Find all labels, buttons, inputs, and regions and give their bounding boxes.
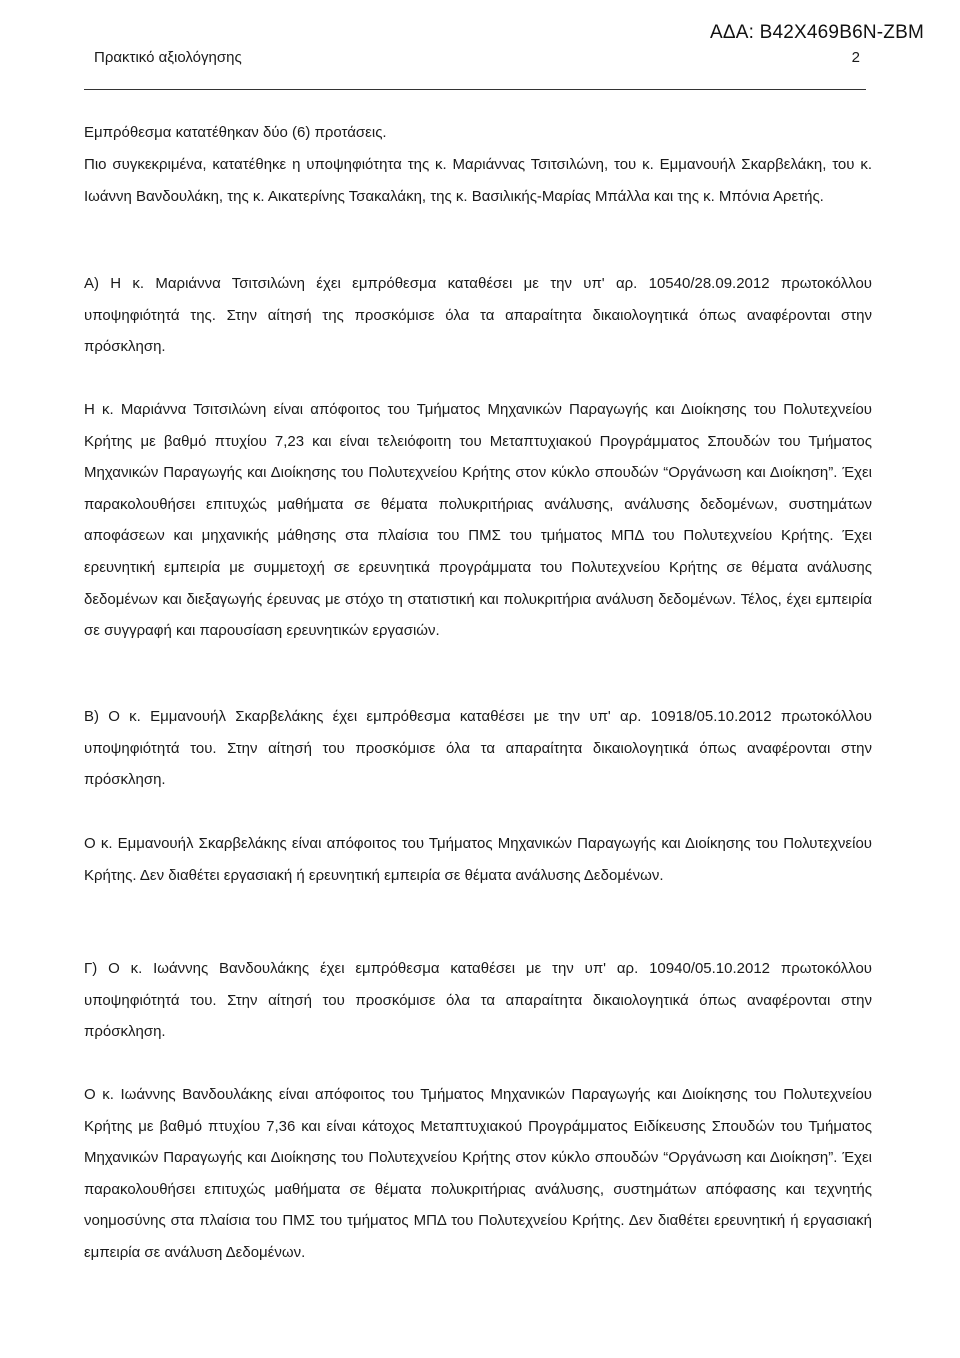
document-title: Πρακτικό αξιολόγησης (94, 49, 242, 66)
page-header (84, 49, 866, 90)
paragraph-candidate-a-application: Α) Η κ. Μαριάννα Τσιτσιλώνη έχει εμπρόθεσμα καταθέσει με την υπ' αρ. 10540/28.09.2012 πρωτοκόλλου υποψηφιότητά της. Στην αίτησή της προσκόμισε όλα τα απαραίτητα δικαιολογητικά όπως αναφέρονται στην πρόσκληση. (84, 275, 872, 356)
paragraph-candidate-a-profile: Η κ. Μαριάννα Τσιτσιλώνη είναι απόφοιτος του Τμήματος Μηχανικών Παραγωγής και Διοίκησης του Πολυτεχνείου Κρήτης με βαθμό πτυχίου 7,23 και είναι τελειόφοιτη του Μεταπτυχιακού Προγράμματος Σπουδών του Τμήματος Μηχανικών Παραγωγής και Διοίκησης του Πολυτεχνείου Κρήτης στον κύκλο σπουδών “Οργάνωση και Διοίκηση”. Έχει παρακολουθήσει επιτυχώς μαθήματα σε θέματα πολυκριτήριας ανάλυσης, ανάλυσης δεδομένων, συστημάτων αποφάσεων και μηχανικής μάθησης στα πλαίσια του ΠΜΣ του τμήματος ΜΠΔ του Πολυτεχνείου Κρήτης. Έχει ερευνητική εμπειρία με συμμετοχή σε ερευνητικά προγράμματα του Πολυτεχνείου Κρήτης σε θέματα ανάλυσης δεδομένων και διεξαγωγής έρευνας με στόχο τη στατιστική και πολυκριτήρια ανάλυση δεδομένων. Τέλος, έχει εμπειρία σε συγγραφή και παρουσίαση ερευνητικών εργασιών. (84, 401, 872, 640)
paragraph-candidate-b-profile: Ο κ. Εμμανουήλ Σκαρβελάκης είναι απόφοιτος του Τμήματος Μηχανικών Παραγωγής και Διοίκησης του Πολυτεχνείου Κρήτης. Δεν διαθέτει εργασιακή ή ερευνητική εμπειρία σε θέματα ανάλυσης Δεδομένων. (84, 835, 872, 884)
paragraph-candidate-c-profile: Ο κ. Ιωάννης Βανδουλάκης είναι απόφοιτος του Τμήματος Μηχανικών Παραγωγής και Διοίκησης του Πολυτεχνείου Κρήτης με βαθμό πτυχίου 7,36 και είναι κάτοχος Μεταπτυχιακού Προγράμματος Ειδίκευσης Σπουδών του Τμήματος Μηχανικών Παραγωγής και Διοίκησης του Πολυτεχνείου Κρήτης στον κύκλο σπουδών “Οργάνωση και Διοίκηση”. Έχει παρακολουθήσει επιτυχώς μαθήματα σε θέματα πολυκριτήριας ανάλυσης, συστημάτων απόφασης και τεχνητής νοημοσύνης στα πλαίσια του ΠΜΣ του τμήματος ΜΠΔ του Πολυτεχνείου Κρήτης. Δεν διαθέτει ερευνητική ή εργασιακή εμπειρία σε ανάλυση Δεδομένων. (84, 1086, 872, 1261)
page-number: 2 (851, 49, 860, 66)
paragraph-proposals-count: Εμπρόθεσμα κατατέθηκαν δύο (6) προτάσεις. (84, 124, 387, 141)
paragraph-candidate-b-application: Β) Ο κ. Εμμανουήλ Σκαρβελάκης έχει εμπρόθεσμα καταθέσει με την υπ' αρ. 10918/05.10.2012 πρωτοκόλλου υποψηφιότητά του. Στην αίτησή του προσκόμισε όλα τα απαραίτητα δικαιολογητικά όπως αναφέρονται στην πρόσκληση. (84, 708, 872, 789)
paragraph-candidates-list: Πιο συγκεκριμένα, κατατέθηκε η υποψηφιότητα της κ. Μαριάννας Τσιτσιλώνη, του κ. Εμμανουήλ Σκαρβελάκη, του κ. Ιωάννη Βανδουλάκη, της κ. Αικατερίνης Τσακαλάκη, της κ. Βασιλικής-Μαρίας Μπάλλα και της κ. Μπόνια Αρετής. (84, 156, 872, 205)
ada-code: ΑΔΑ: Β42Χ469Β6Ν-ΖΒΜ (710, 22, 924, 43)
paragraph-candidate-c-application: Γ) Ο κ. Ιωάννης Βανδουλάκης έχει εμπρόθεσμα καταθέσει με την υπ' αρ. 10940/05.10.2012 πρωτοκόλλου υποψηφιότητά του. Στην αίτησή του προσκόμισε όλα τα απαραίτητα δικαιολογητικά όπως αναφέρονται στην πρόσκληση. (84, 960, 872, 1041)
